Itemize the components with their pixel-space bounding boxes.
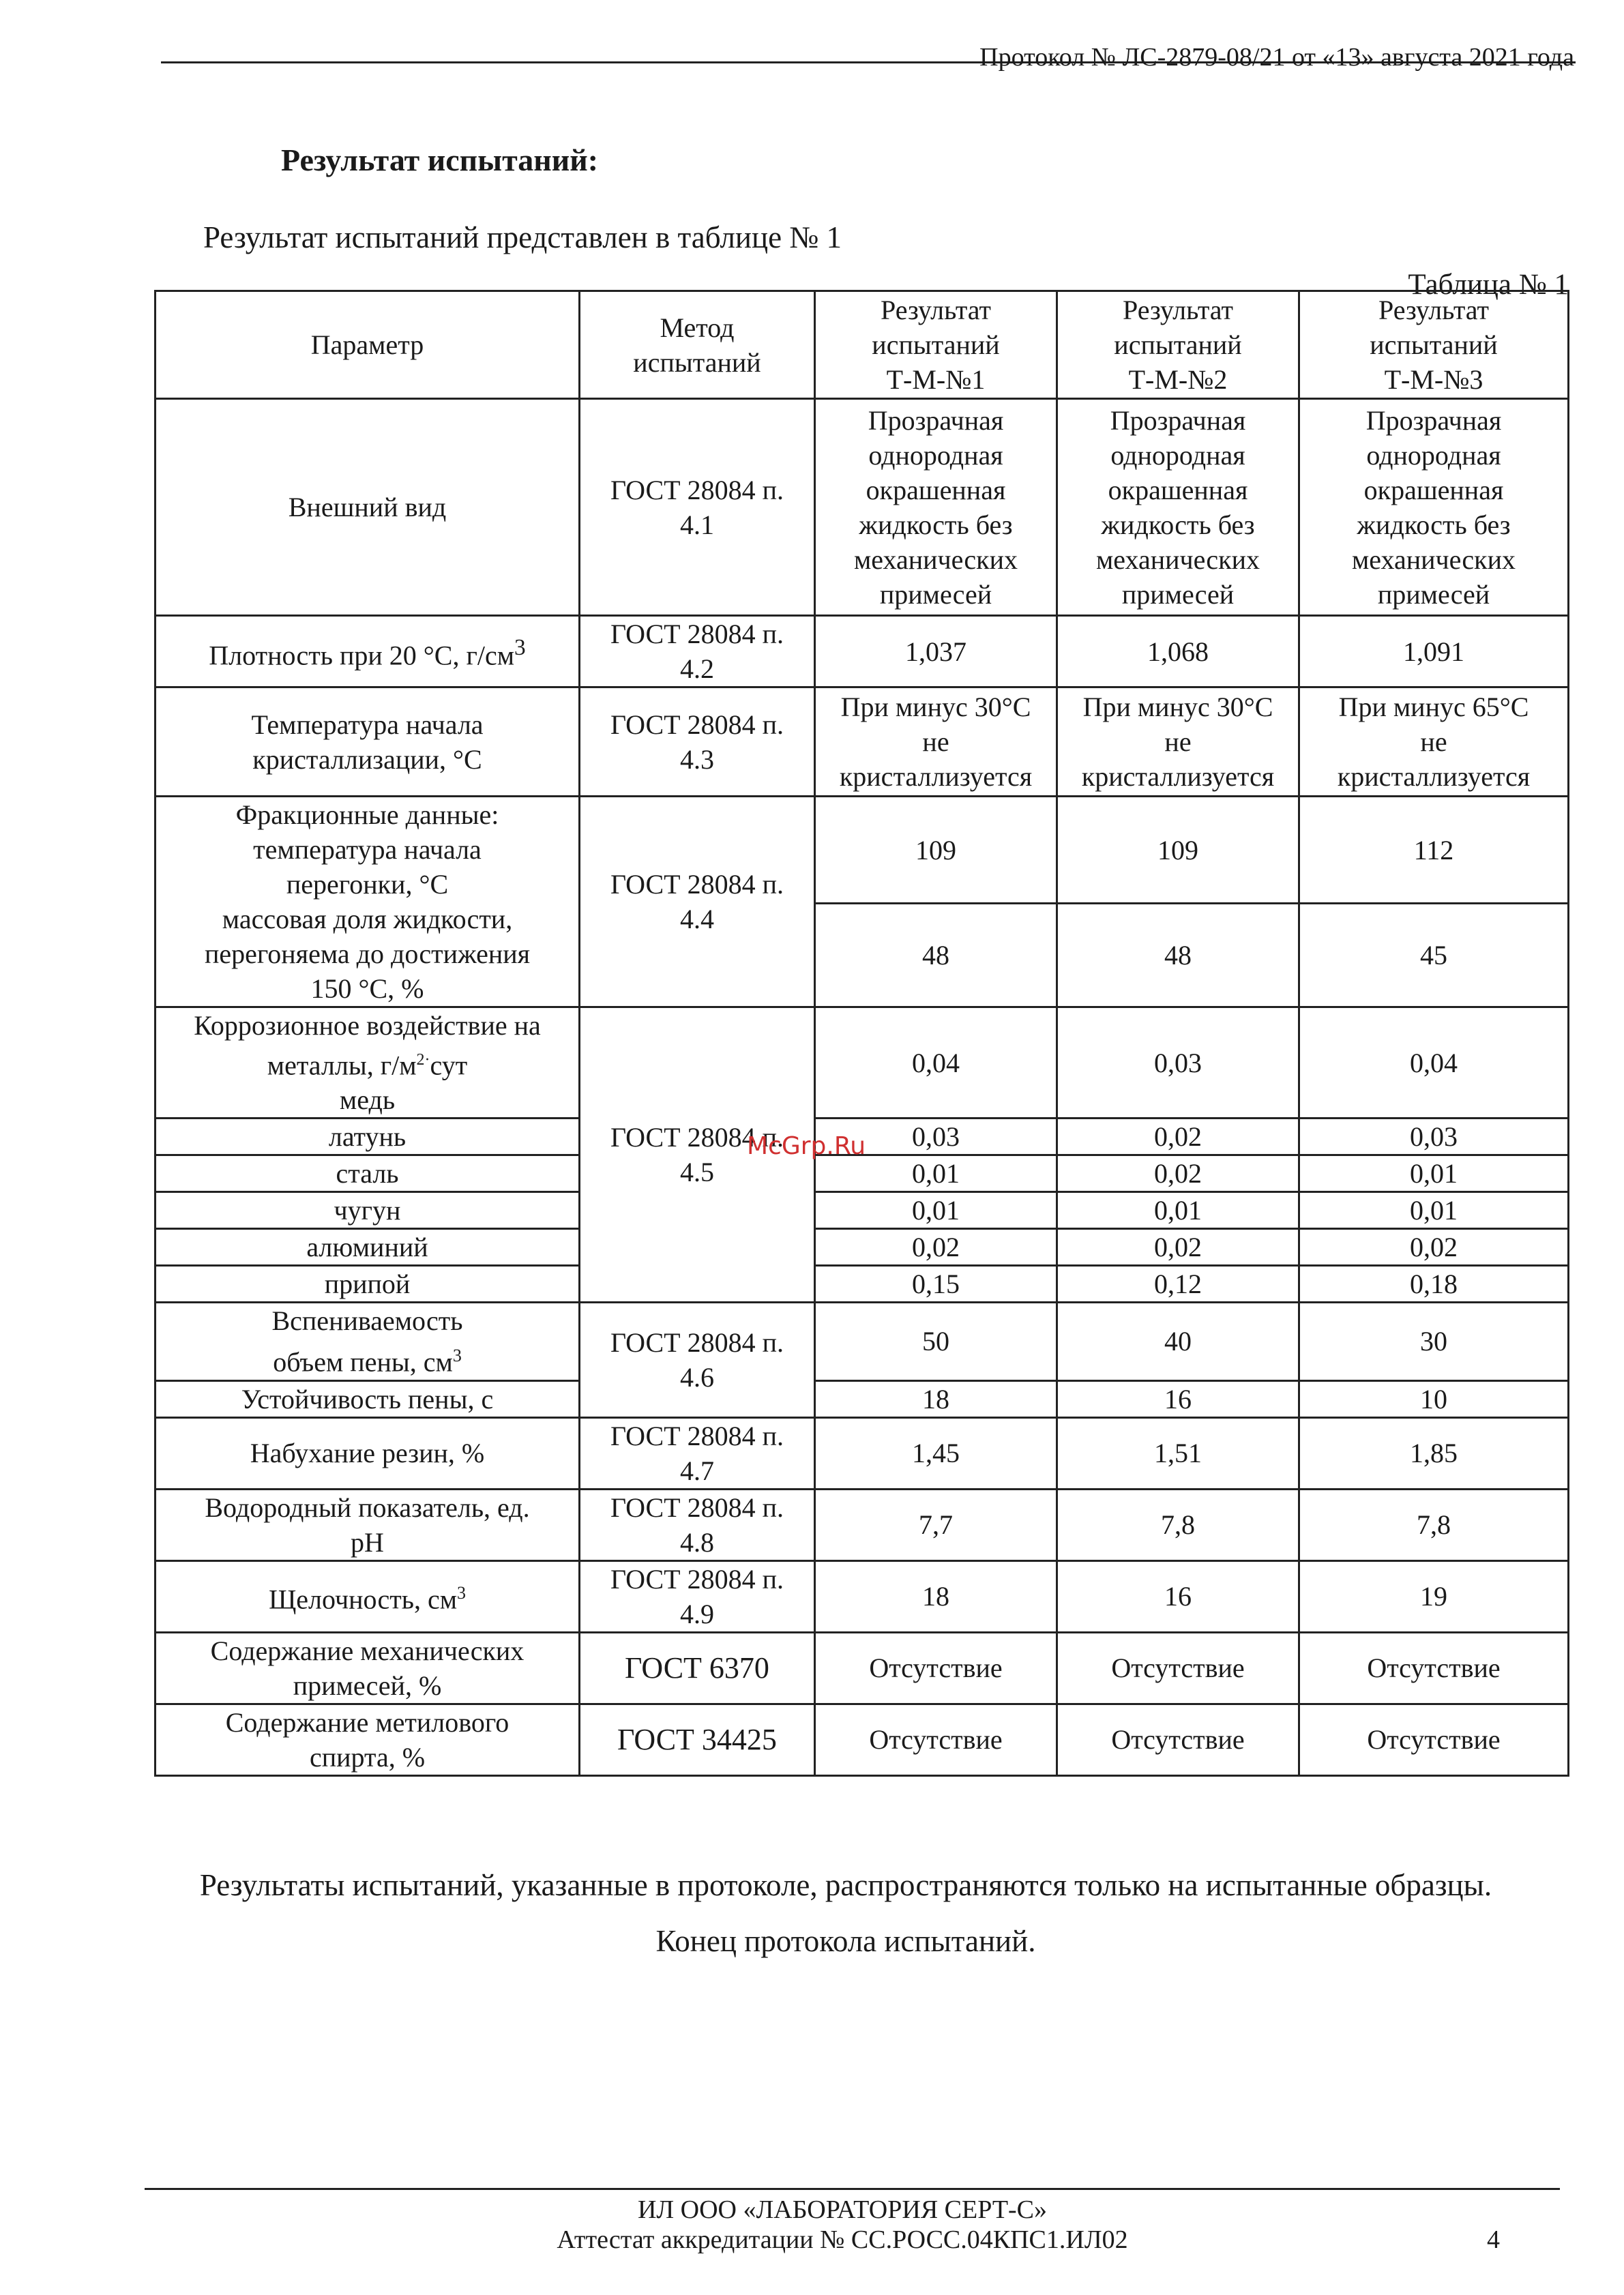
result-2-solder: 0,12 [1057, 1266, 1299, 1303]
method-rubber-swelling: ГОСТ 28084 п. 4.7 [580, 1417, 815, 1489]
result-2-alkalinity: 16 [1057, 1560, 1299, 1632]
result-2-start-temp: 109 [1057, 797, 1299, 904]
result-2-appearance: Прозрачная однородная окрашенная жидкость без механических примесей [1057, 399, 1299, 616]
result-2-density: 1,068 [1057, 616, 1299, 687]
table-row-appearance [156, 399, 1569, 616]
result-3-density: 1,091 [1299, 616, 1569, 687]
result-1-methanol: Отсутствие [815, 1704, 1057, 1775]
result-3-cast-iron: 0,01 [1299, 1192, 1569, 1229]
table-row-mechanical-impurities [156, 1632, 1569, 1704]
table-header-row [156, 291, 1569, 399]
result-3-mechanical-impurities: Отсутствие [1299, 1632, 1569, 1704]
corrosion-title-line1: Коррозионное воздействие на [194, 1010, 541, 1041]
header-method: Метод испытаний [580, 291, 815, 399]
footer-note: Результаты испытаний, указанные в протоколе, распространяются только на испытанные образцы. [199, 1868, 1492, 1902]
metal-solder: припой [156, 1266, 580, 1303]
result-2-ph: 7,8 [1057, 1489, 1299, 1560]
method-mechanical-impurities: ГОСТ 6370 [580, 1632, 815, 1704]
param-alkalinity: Щелочность, $см^3$ [156, 1560, 580, 1632]
table-row-crystallization [156, 687, 1569, 797]
result-3-crystallization: При минус 65°С не кристаллизуется [1299, 687, 1569, 797]
result-1-mechanical-impurities: Отсутствие [815, 1632, 1057, 1704]
header-result-2: Результат испытаний Т-М-№2 [1057, 291, 1299, 399]
metal-copper: медь [339, 1084, 396, 1116]
result-2-aluminium: 0,02 [1057, 1229, 1299, 1266]
result-1-crystallization: При минус 30°С не кристаллизуется [815, 687, 1057, 797]
footer-accreditation: Аттестат аккредитации № СС.РОСС.04КПС1.ИЛ02 [557, 2225, 1128, 2254]
header-result-1: Результат испытаний Т-М-№1 [815, 291, 1057, 399]
watermark: McGrp.Ru [747, 1132, 866, 1160]
result-3-rubber-swelling: 1,85 [1299, 1417, 1569, 1489]
result-2-brass: 0,02 [1057, 1119, 1299, 1155]
result-1-cast-iron: 0,01 [815, 1192, 1057, 1229]
table-row-corrosion-aluminium [156, 1229, 1569, 1266]
result-2-steel: 0,02 [1057, 1155, 1299, 1192]
result-1-brass: 0,03 [815, 1119, 1057, 1155]
end-note: Конец протокола испытаний. [655, 1924, 1036, 1958]
method-density: ГОСТ 28084 п. 4.2 [580, 616, 815, 687]
param-density: Плотность при 20 °С, $г/см^3$ [156, 616, 580, 687]
result-1-rubber-swelling: 1,45 [815, 1417, 1057, 1489]
table-row-fractional-start [156, 797, 1569, 904]
footer-org-block [273, 2195, 1412, 2255]
method-methanol: ГОСТ 34425 [580, 1704, 815, 1775]
footer-org-name: ИЛ ООО «ЛАБОРАТОРИЯ СЕРТ-С» [637, 2195, 1048, 2224]
result-2-rubber-swelling: 1,51 [1057, 1417, 1299, 1489]
result-3-foaming: 30 [1299, 1303, 1569, 1380]
result-3-appearance: Прозрачная однородная окрашенная жидкость без механических примесей [1299, 399, 1569, 616]
header-result-3: Результат испытаний Т-М-№3 [1299, 291, 1569, 399]
result-1-copper: 0,04 [815, 1007, 1057, 1119]
page-number: 4 [1487, 2225, 1500, 2254]
result-2-methanol: Отсутствие [1057, 1704, 1299, 1775]
method-ph: ГОСТ 28084 п. 4.8 [580, 1489, 815, 1560]
param-appearance: Внешний вид [156, 399, 580, 616]
table-row-methanol [156, 1704, 1569, 1775]
result-3-ph: 7,8 [1299, 1489, 1569, 1560]
metal-brass: латунь [156, 1119, 580, 1155]
results-table [154, 290, 1569, 1777]
result-2-mass-share: 48 [1057, 904, 1299, 1007]
result-1-aluminium: 0,02 [815, 1229, 1057, 1266]
method-fractional: ГОСТ 28084 п. 4.4 [580, 797, 815, 1007]
result-2-foaming: 40 [1057, 1303, 1299, 1380]
table-row-corrosion-copper [156, 1007, 1569, 1119]
result-2-crystallization: При минус 30°С не кристаллизуется [1057, 687, 1299, 797]
corrosion-title-line2: металлы, $г/м^{2\cdot}сут$ [267, 1050, 468, 1081]
intro-text: Результат испытаний представлен в таблице № 1 [203, 220, 842, 254]
result-3-steel: 0,01 [1299, 1155, 1569, 1192]
table-row-foaming [156, 1303, 1569, 1380]
param-ph: Водородный показатель, ед. pH [156, 1489, 580, 1560]
result-1-foam-stability: 18 [815, 1380, 1057, 1417]
result-3-copper: 0,04 [1299, 1007, 1569, 1119]
param-rubber-swelling: Набухание резин, % [156, 1417, 580, 1489]
param-mechanical-impurities: Содержание механических примесей, % [156, 1632, 580, 1704]
result-1-mass-share: 48 [815, 904, 1057, 1007]
table-row-corrosion-solder [156, 1266, 1569, 1303]
result-3-start-temp: 112 [1299, 797, 1569, 904]
result-3-mass-share: 45 [1299, 904, 1569, 1007]
param-crystallization: Температура начала кристаллизации, °С [156, 687, 580, 797]
section-heading: Результат испытаний: [281, 143, 599, 177]
result-1-ph: 7,7 [815, 1489, 1057, 1560]
method-alkalinity: ГОСТ 28084 п. 4.9 [580, 1560, 815, 1632]
protocol-header: Протокол № ЛС-2879-08/21 от «13» августа 2021 года [979, 43, 1574, 72]
param-fractional: Фракционные данные: температура начала перегонки, °С массовая доля жидкости, перегоняема до достижения 150 °С, % [156, 797, 580, 1007]
table-label: Таблица № 1 [1408, 269, 1569, 301]
result-3-alkalinity: 19 [1299, 1560, 1569, 1632]
result-2-foam-stability: 16 [1057, 1380, 1299, 1417]
table-row-density [156, 616, 1569, 687]
param-corrosion-copper [156, 1007, 580, 1119]
table-row-corrosion-cast-iron [156, 1192, 1569, 1229]
result-1-alkalinity: 18 [815, 1560, 1057, 1632]
result-1-steel: 0,01 [815, 1155, 1057, 1192]
header-param: Параметр [156, 291, 580, 399]
result-3-solder: 0,18 [1299, 1266, 1569, 1303]
method-appearance: ГОСТ 28084 п. 4.1 [580, 399, 815, 616]
metal-cast-iron: чугун [156, 1192, 580, 1229]
table-row-rubber-swelling [156, 1417, 1569, 1489]
result-3-foam-stability: 10 [1299, 1380, 1569, 1417]
metal-aluminium: алюминий [156, 1229, 580, 1266]
result-1-appearance: Прозрачная однородная окрашенная жидкость без механических примесей [815, 399, 1057, 616]
footer-rule [145, 2188, 1560, 2190]
result-3-brass: 0,03 [1299, 1119, 1569, 1155]
metal-steel: сталь [156, 1155, 580, 1192]
table-row-alkalinity [156, 1560, 1569, 1632]
method-crystallization: ГОСТ 28084 п. 4.3 [580, 687, 815, 797]
method-foaming: ГОСТ 28084 п. 4.6 [580, 1303, 815, 1417]
result-1-foaming: 50 [815, 1303, 1057, 1380]
result-1-density: 1,037 [815, 616, 1057, 687]
result-3-aluminium: 0,02 [1299, 1229, 1569, 1266]
result-3-methanol: Отсутствие [1299, 1704, 1569, 1775]
param-foam-stability: Устойчивость пены, с [156, 1380, 580, 1417]
param-methanol: Содержание метилового спирта, % [156, 1704, 580, 1775]
result-2-cast-iron: 0,01 [1057, 1192, 1299, 1229]
table-row-foam-stability [156, 1380, 1569, 1417]
param-foaming: Вспениваемость объем пены, $см^3$ [156, 1303, 580, 1380]
result-2-copper: 0,03 [1057, 1007, 1299, 1119]
table-row-corrosion-steel [156, 1155, 1569, 1192]
method-corrosion: ГОСТ 28084 п. 4.5 [580, 1007, 815, 1303]
result-1-start-temp: 109 [815, 797, 1057, 904]
table-row-ph [156, 1489, 1569, 1560]
result-2-mechanical-impurities: Отсутствие [1057, 1632, 1299, 1704]
result-1-solder: 0,15 [815, 1266, 1057, 1303]
